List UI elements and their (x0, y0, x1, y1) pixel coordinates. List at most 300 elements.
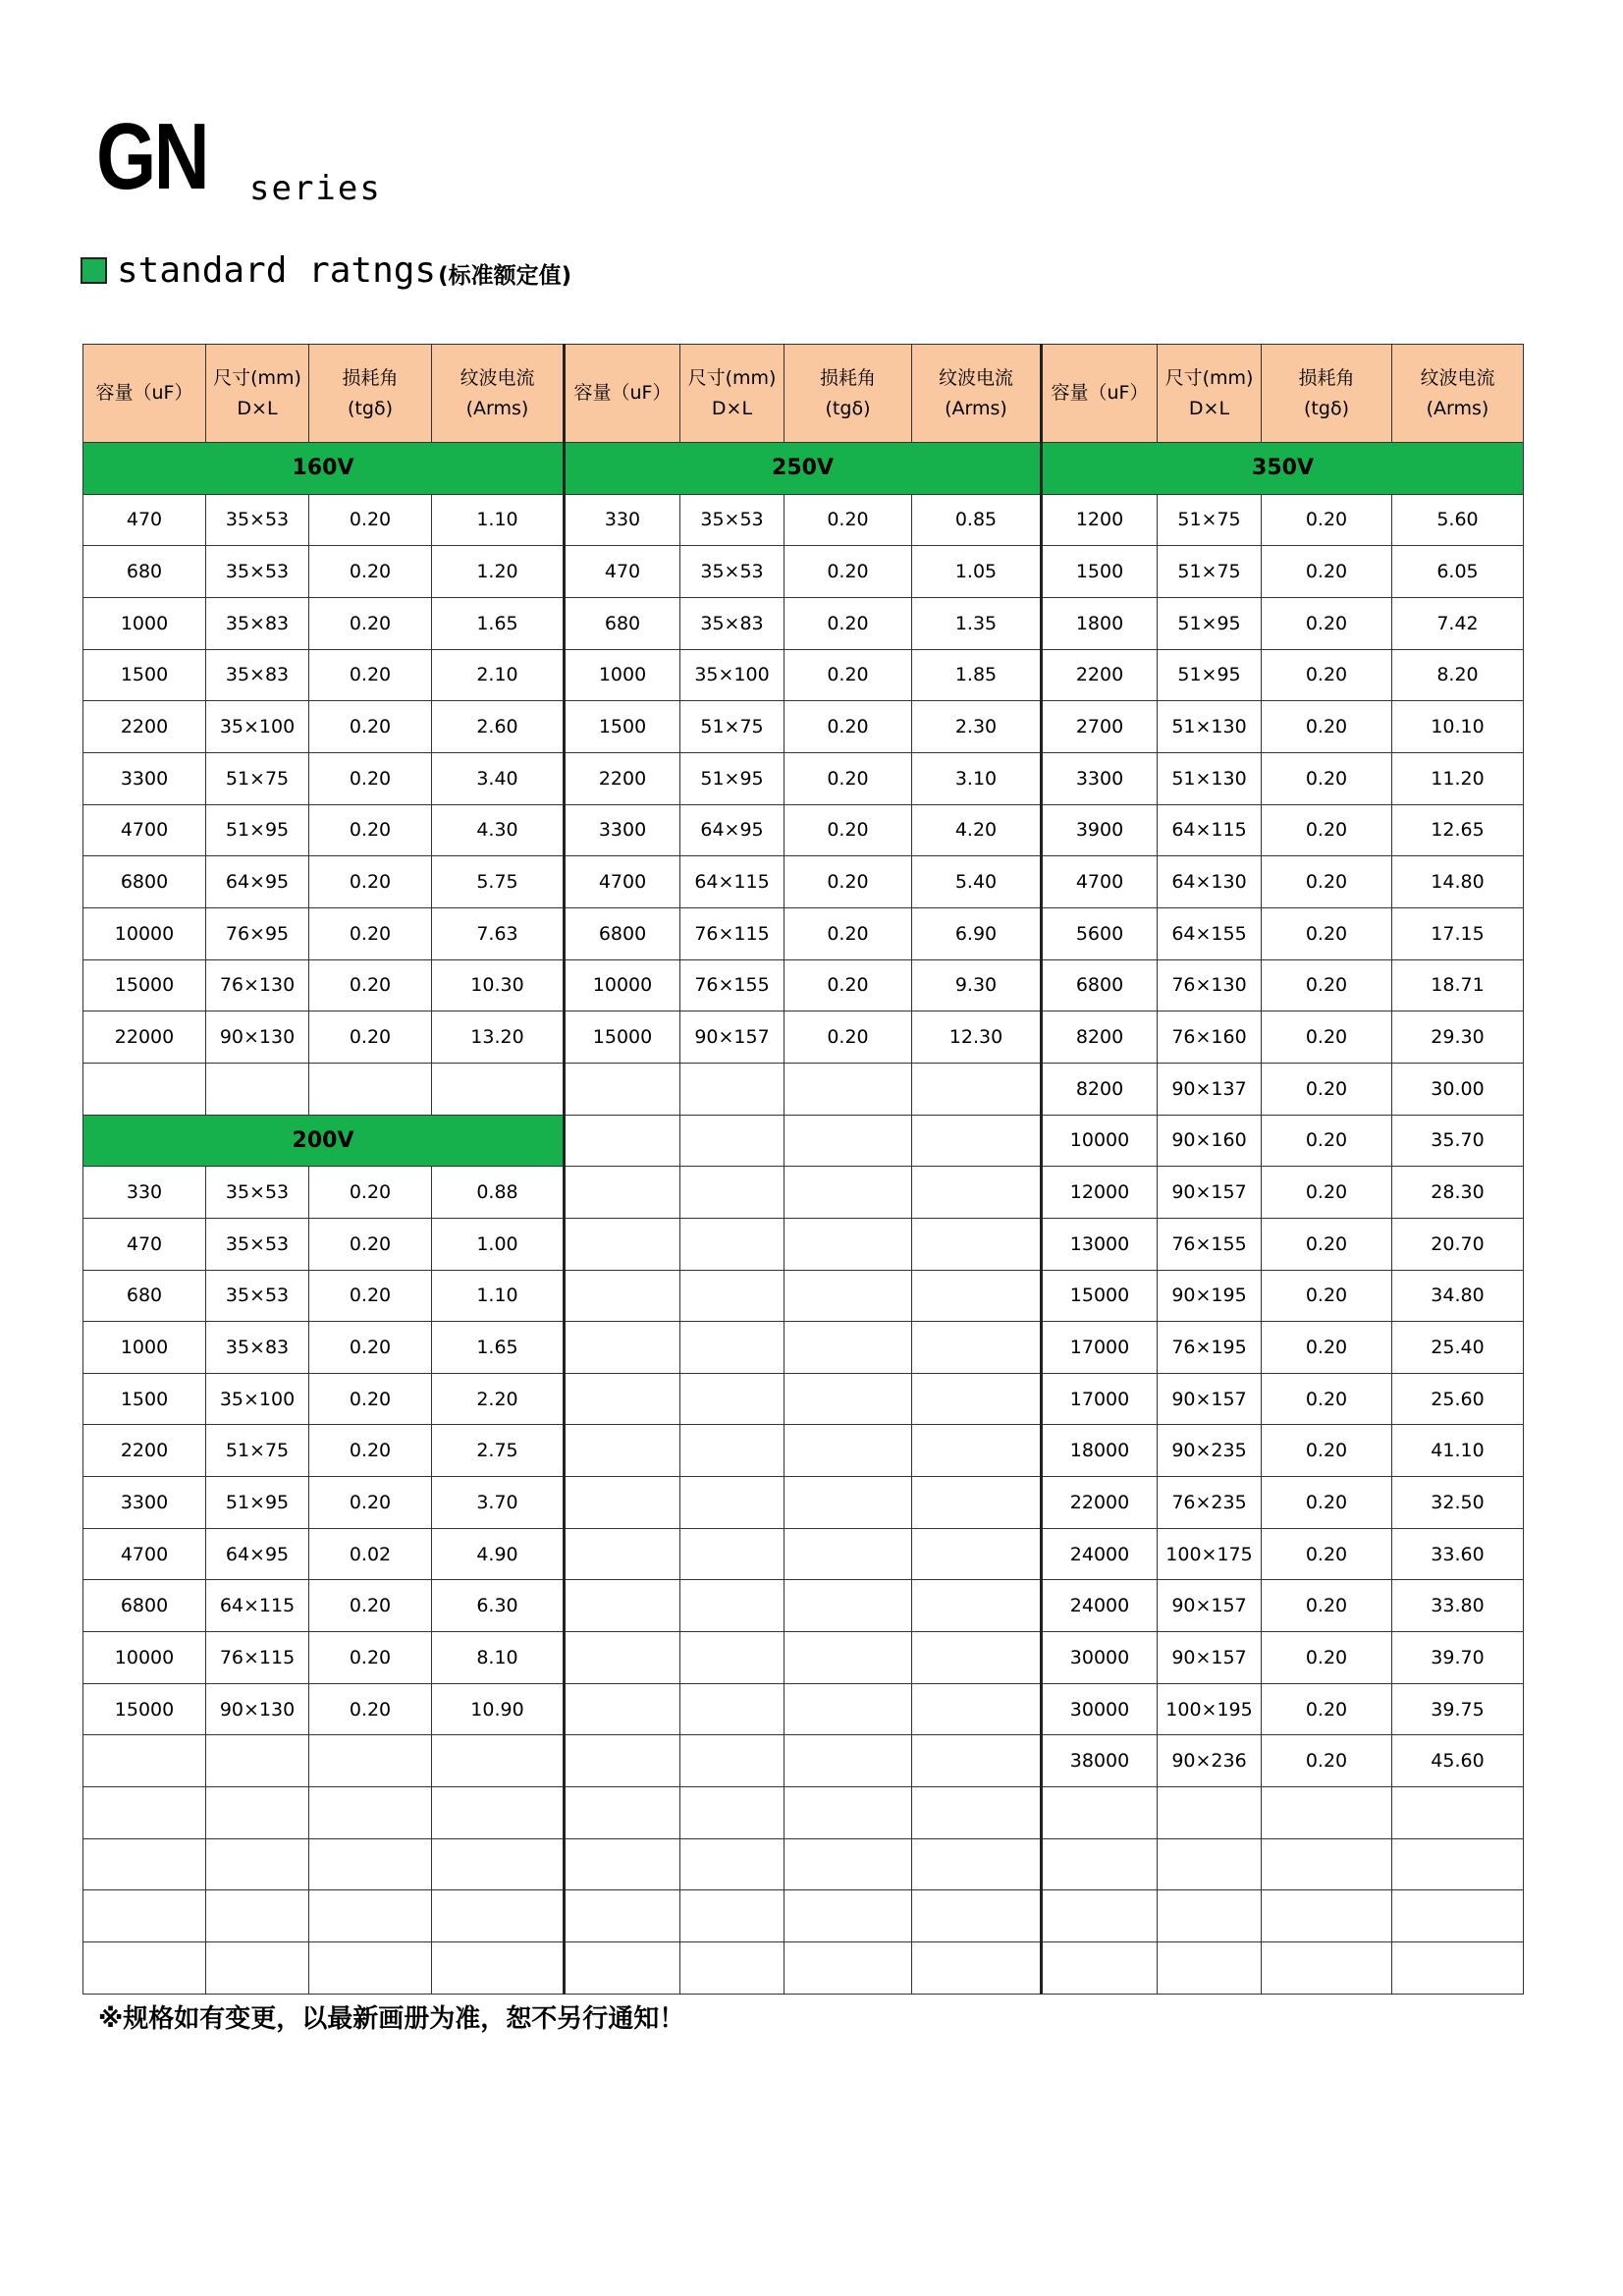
ripple-cell: 2.10 (432, 649, 565, 701)
empty-cell (680, 1477, 784, 1529)
ripple-cell: 25.40 (1392, 1322, 1524, 1374)
empty-cell (432, 1838, 565, 1890)
size-cell: 90×130 (206, 1011, 309, 1064)
empty-cell (912, 1787, 1042, 1839)
empty-cell (83, 1838, 206, 1890)
header-size (1158, 345, 1262, 443)
empty-cell (784, 1477, 912, 1529)
loss-cell: 0.20 (1262, 1683, 1392, 1735)
loss-cell: 0.20 (1262, 907, 1392, 959)
loss-cell: 0.20 (309, 1270, 432, 1322)
capacity-cell: 4700 (1042, 856, 1158, 908)
ripple-cell: 1.65 (432, 597, 565, 649)
capacity-cell: 24000 (1042, 1580, 1158, 1632)
capacity-cell: 15000 (83, 959, 206, 1011)
empty-cell (912, 1580, 1042, 1632)
header-capacity: 容量（uF） (565, 345, 680, 443)
loss-cell: 0.20 (784, 546, 912, 598)
loss-cell: 0.20 (784, 1011, 912, 1064)
loss-cell: 0.20 (309, 1632, 432, 1684)
loss-cell: 0.20 (309, 907, 432, 959)
empty-cell (912, 1942, 1042, 1995)
empty-cell (680, 1218, 784, 1270)
voltage-header-160V: 160V (83, 443, 565, 495)
capacity-cell: 3300 (83, 752, 206, 804)
capacity-cell: 18000 (1042, 1425, 1158, 1477)
table-row (83, 1011, 1524, 1064)
size-cell: 35×53 (206, 1270, 309, 1322)
loss-cell: 0.20 (1262, 856, 1392, 908)
empty-cell (565, 1115, 680, 1167)
empty-cell (565, 1218, 680, 1270)
size-cell: 100×195 (1158, 1683, 1262, 1735)
size-cell: 76×130 (1158, 959, 1262, 1011)
ripple-cell: 17.15 (1392, 907, 1524, 959)
ripple-cell: 10.90 (432, 1683, 565, 1735)
loss-cell: 0.20 (1262, 1218, 1392, 1270)
capacity-cell: 1500 (1042, 546, 1158, 598)
empty-cell (912, 1167, 1042, 1219)
capacity-cell: 10000 (1042, 1115, 1158, 1167)
table-row (83, 1425, 1524, 1477)
size-cell: 51×75 (206, 1425, 309, 1477)
capacity-cell: 4700 (83, 1528, 206, 1580)
ripple-cell: 1.20 (432, 546, 565, 598)
loss-cell: 0.20 (1262, 752, 1392, 804)
size-cell: 51×95 (1158, 597, 1262, 649)
size-cell: 64×155 (1158, 907, 1262, 959)
empty-cell (912, 1063, 1042, 1115)
header-size (680, 345, 784, 443)
table-row (83, 856, 1524, 908)
loss-cell: 0.20 (1262, 1528, 1392, 1580)
loss-cell: 0.20 (1262, 804, 1392, 856)
header-ripple (912, 345, 1042, 443)
header-size-line1: 尺寸(mm) (687, 366, 777, 389)
empty-cell (784, 1425, 912, 1477)
series-label: series (249, 169, 382, 208)
table-row (83, 1683, 1524, 1735)
loss-cell: 0.20 (1262, 1063, 1392, 1115)
empty-cell (784, 1632, 912, 1684)
header-ripple-line2: (Arms) (1426, 397, 1489, 419)
header-ripple (1392, 345, 1524, 443)
size-cell: 35×53 (680, 494, 784, 546)
header-size-line2: D×L (711, 397, 753, 419)
capacity-cell: 15000 (83, 1683, 206, 1735)
empty-cell (565, 1425, 680, 1477)
size-cell: 64×130 (1158, 856, 1262, 908)
table-row (83, 752, 1524, 804)
size-cell: 51×75 (680, 701, 784, 753)
header-loss-line1: 损耗角 (342, 366, 399, 389)
size-cell: 90×157 (1158, 1580, 1262, 1632)
empty-cell (1158, 1838, 1262, 1890)
ripple-cell: 2.60 (432, 701, 565, 753)
size-cell: 76×115 (206, 1632, 309, 1684)
size-cell: 90×195 (1158, 1270, 1262, 1322)
empty-cell (784, 1322, 912, 1374)
loss-cell: 0.20 (309, 494, 432, 546)
header-loss (309, 345, 432, 443)
ripple-cell: 1.00 (432, 1218, 565, 1270)
empty-cell (912, 1373, 1042, 1425)
size-cell: 35×53 (680, 546, 784, 598)
empty-cell (432, 1942, 565, 1995)
capacity-cell: 2700 (1042, 701, 1158, 753)
empty-cell (1042, 1890, 1158, 1942)
size-cell: 76×235 (1158, 1477, 1262, 1529)
capacity-cell: 3300 (83, 1477, 206, 1529)
empty-cell (565, 1735, 680, 1787)
capacity-cell: 10000 (565, 959, 680, 1011)
loss-cell: 0.20 (1262, 1011, 1392, 1064)
size-cell: 51×95 (206, 1477, 309, 1529)
table-row (83, 1787, 1524, 1839)
loss-cell: 0.20 (784, 856, 912, 908)
section-label-en: standard ratngs (117, 250, 437, 291)
voltage-header-250V: 250V (565, 443, 1042, 495)
ripple-cell: 7.63 (432, 907, 565, 959)
empty-cell (680, 1528, 784, 1580)
empty-cell (309, 1942, 432, 1995)
capacity-cell: 6800 (1042, 959, 1158, 1011)
empty-cell (565, 1787, 680, 1839)
empty-cell (912, 1735, 1042, 1787)
capacity-cell: 1500 (565, 701, 680, 753)
size-cell: 76×155 (1158, 1218, 1262, 1270)
empty-cell (680, 1735, 784, 1787)
loss-cell: 0.20 (1262, 1425, 1392, 1477)
loss-cell: 0.20 (784, 804, 912, 856)
table-row (83, 443, 1524, 495)
empty-cell (680, 1683, 784, 1735)
empty-cell (680, 1838, 784, 1890)
loss-cell: 0.20 (1262, 1270, 1392, 1322)
capacity-cell: 2200 (83, 701, 206, 753)
table-row (83, 1890, 1524, 1942)
loss-cell: 0.20 (1262, 597, 1392, 649)
table-row (83, 1322, 1524, 1374)
ripple-cell: 1.85 (912, 649, 1042, 701)
capacity-cell: 470 (565, 546, 680, 598)
empty-cell (565, 1632, 680, 1684)
empty-cell (432, 1735, 565, 1787)
loss-cell: 0.20 (1262, 1373, 1392, 1425)
empty-cell (912, 1528, 1042, 1580)
capacity-cell: 1000 (83, 597, 206, 649)
empty-cell (1262, 1890, 1392, 1942)
loss-cell: 0.20 (784, 597, 912, 649)
ripple-cell: 6.90 (912, 907, 1042, 959)
empty-cell (680, 1942, 784, 1995)
empty-cell (1158, 1890, 1262, 1942)
size-cell: 64×95 (206, 856, 309, 908)
empty-cell (565, 1270, 680, 1322)
ripple-cell: 1.10 (432, 494, 565, 546)
ripple-cell: 4.30 (432, 804, 565, 856)
empty-cell (565, 1167, 680, 1219)
empty-cell (784, 1838, 912, 1890)
ripple-cell: 13.20 (432, 1011, 565, 1064)
loss-cell: 0.20 (1262, 1167, 1392, 1219)
ripple-cell: 29.30 (1392, 1011, 1524, 1064)
header-size-line1: 尺寸(mm) (213, 366, 301, 389)
ripple-cell: 8.20 (1392, 649, 1524, 701)
empty-cell (1262, 1838, 1392, 1890)
table-row (83, 1528, 1524, 1580)
table-row (83, 804, 1524, 856)
header-loss-line1: 损耗角 (819, 366, 876, 389)
ripple-cell: 6.05 (1392, 546, 1524, 598)
empty-cell (912, 1632, 1042, 1684)
ripple-cell: 3.70 (432, 1477, 565, 1529)
ripple-cell: 32.50 (1392, 1477, 1524, 1529)
capacity-cell: 2200 (83, 1425, 206, 1477)
empty-cell (1392, 1838, 1524, 1890)
page-title (96, 104, 382, 209)
ripple-cell: 39.75 (1392, 1683, 1524, 1735)
table-row (83, 1063, 1524, 1115)
empty-cell (680, 1890, 784, 1942)
header-loss-line2: (tgδ) (1304, 397, 1349, 419)
size-cell: 35×100 (206, 1373, 309, 1425)
capacity-cell: 680 (83, 546, 206, 598)
size-cell: 35×53 (206, 1218, 309, 1270)
green-square-icon (81, 257, 107, 284)
capacity-cell: 3900 (1042, 804, 1158, 856)
capacity-cell: 6800 (565, 907, 680, 959)
size-cell: 35×53 (206, 494, 309, 546)
empty-cell (912, 1477, 1042, 1529)
capacity-cell: 8200 (1042, 1011, 1158, 1064)
empty-cell (784, 1787, 912, 1839)
size-cell: 35×53 (206, 1167, 309, 1219)
empty-cell (784, 1735, 912, 1787)
capacity-cell: 17000 (1042, 1373, 1158, 1425)
size-cell: 76×115 (680, 907, 784, 959)
capacity-cell: 330 (83, 1167, 206, 1219)
size-cell: 76×130 (206, 959, 309, 1011)
size-cell: 51×130 (1158, 701, 1262, 753)
size-cell: 35×83 (206, 649, 309, 701)
table-row (83, 1632, 1524, 1684)
loss-cell: 0.20 (1262, 701, 1392, 753)
empty-cell (912, 1890, 1042, 1942)
empty-cell (565, 1373, 680, 1425)
capacity-cell: 470 (83, 494, 206, 546)
table-row (83, 907, 1524, 959)
empty-cell (1392, 1942, 1524, 1995)
empty-cell (565, 1890, 680, 1942)
size-cell: 90×157 (680, 1011, 784, 1064)
capacity-cell: 6800 (83, 1580, 206, 1632)
table-row (83, 597, 1524, 649)
table-row (83, 494, 1524, 546)
empty-cell (565, 1528, 680, 1580)
section-heading (81, 250, 571, 291)
capacity-cell: 38000 (1042, 1735, 1158, 1787)
empty-cell (784, 1890, 912, 1942)
table-row (83, 1477, 1524, 1529)
empty-cell (1262, 1942, 1392, 1995)
capacity-cell: 3300 (1042, 752, 1158, 804)
table-row (83, 701, 1524, 753)
ripple-cell: 18.71 (1392, 959, 1524, 1011)
ripple-cell: 33.60 (1392, 1528, 1524, 1580)
loss-cell: 0.20 (1262, 1632, 1392, 1684)
empty-cell (309, 1838, 432, 1890)
size-cell: 35×83 (206, 1322, 309, 1374)
ripple-cell: 34.80 (1392, 1270, 1524, 1322)
loss-cell: 0.20 (309, 1011, 432, 1064)
capacity-cell: 8200 (1042, 1063, 1158, 1115)
header-ripple-line1: 纹波电流 (938, 366, 1013, 389)
ripple-cell: 5.60 (1392, 494, 1524, 546)
empty-cell (206, 1787, 309, 1839)
ripple-cell: 45.60 (1392, 1735, 1524, 1787)
header-ripple-line2: (Arms) (945, 397, 1007, 419)
empty-cell (912, 1683, 1042, 1735)
size-cell: 51×75 (1158, 546, 1262, 598)
table-row (83, 1942, 1524, 1995)
series-code: GN (96, 104, 208, 209)
empty-cell (83, 1787, 206, 1839)
loss-cell: 0.20 (784, 701, 912, 753)
ripple-cell: 2.75 (432, 1425, 565, 1477)
loss-cell: 0.20 (309, 856, 432, 908)
size-cell: 35×83 (680, 597, 784, 649)
size-cell: 64×115 (206, 1580, 309, 1632)
loss-cell: 0.20 (309, 1425, 432, 1477)
empty-cell (680, 1270, 784, 1322)
empty-cell (1392, 1787, 1524, 1839)
section-label-cn: (标准额定值) (438, 263, 572, 289)
empty-cell (83, 1942, 206, 1995)
empty-cell (432, 1063, 565, 1115)
table-row (83, 1373, 1524, 1425)
empty-cell (565, 1580, 680, 1632)
size-cell: 76×195 (1158, 1322, 1262, 1374)
empty-cell (680, 1063, 784, 1115)
empty-cell (432, 1787, 565, 1839)
header-capacity: 容量（uF） (1042, 345, 1158, 443)
size-cell: 51×95 (680, 752, 784, 804)
capacity-cell: 1500 (83, 1373, 206, 1425)
capacity-cell: 1000 (83, 1322, 206, 1374)
loss-cell: 0.20 (309, 649, 432, 701)
loss-cell: 0.20 (784, 752, 912, 804)
size-cell: 64×115 (680, 856, 784, 908)
empty-cell (1262, 1787, 1392, 1839)
empty-cell (912, 1115, 1042, 1167)
empty-cell (784, 1218, 912, 1270)
table-row (83, 649, 1524, 701)
header-loss-line1: 损耗角 (1298, 366, 1355, 389)
empty-cell (206, 1063, 309, 1115)
capacity-cell: 2200 (565, 752, 680, 804)
table-row (83, 1218, 1524, 1270)
ripple-cell: 11.20 (1392, 752, 1524, 804)
ripple-cell: 1.10 (432, 1270, 565, 1322)
ripple-cell: 6.30 (432, 1580, 565, 1632)
table-row (83, 1270, 1524, 1322)
empty-cell (206, 1890, 309, 1942)
empty-cell (912, 1425, 1042, 1477)
empty-cell (565, 1063, 680, 1115)
table-row (83, 1838, 1524, 1890)
ripple-cell: 0.88 (432, 1167, 565, 1219)
capacity-cell: 13000 (1042, 1218, 1158, 1270)
capacity-cell: 15000 (1042, 1270, 1158, 1322)
size-cell: 90×130 (206, 1683, 309, 1735)
size-cell: 51×95 (206, 804, 309, 856)
size-cell: 35×53 (206, 546, 309, 598)
table-row (83, 959, 1524, 1011)
loss-cell: 0.20 (1262, 1735, 1392, 1787)
size-cell: 51×130 (1158, 752, 1262, 804)
empty-cell (784, 1942, 912, 1995)
loss-cell: 0.20 (309, 701, 432, 753)
empty-cell (432, 1890, 565, 1942)
loss-cell: 0.20 (1262, 1115, 1392, 1167)
size-cell: 90×157 (1158, 1167, 1262, 1219)
size-cell: 76×95 (206, 907, 309, 959)
size-cell: 64×115 (1158, 804, 1262, 856)
capacity-cell: 470 (83, 1218, 206, 1270)
empty-cell (680, 1787, 784, 1839)
capacity-cell: 3300 (565, 804, 680, 856)
empty-cell (206, 1942, 309, 1995)
loss-cell: 0.20 (1262, 649, 1392, 701)
empty-cell (784, 1167, 912, 1219)
empty-cell (309, 1787, 432, 1839)
capacity-cell: 680 (565, 597, 680, 649)
empty-cell (83, 1735, 206, 1787)
size-cell: 90×160 (1158, 1115, 1262, 1167)
size-cell: 51×75 (206, 752, 309, 804)
capacity-cell: 4700 (565, 856, 680, 908)
empty-cell (784, 1373, 912, 1425)
capacity-cell: 17000 (1042, 1322, 1158, 1374)
size-cell: 90×236 (1158, 1735, 1262, 1787)
loss-cell: 0.20 (309, 959, 432, 1011)
footer-note: ※规格如有变更，以最新画册为准，恕不另行通知！ (98, 2004, 685, 2034)
ripple-cell: 10.10 (1392, 701, 1524, 753)
capacity-cell: 330 (565, 494, 680, 546)
capacity-cell: 22000 (83, 1011, 206, 1064)
ripple-cell: 12.65 (1392, 804, 1524, 856)
loss-cell: 0.20 (309, 546, 432, 598)
loss-cell: 0.20 (309, 1580, 432, 1632)
ripple-cell: 39.70 (1392, 1632, 1524, 1684)
size-cell: 100×175 (1158, 1528, 1262, 1580)
loss-cell: 0.20 (1262, 1477, 1392, 1529)
empty-cell (912, 1838, 1042, 1890)
header-ripple-line1: 纹波电流 (460, 366, 535, 389)
loss-cell: 0.20 (309, 1683, 432, 1735)
empty-cell (565, 1322, 680, 1374)
size-cell: 51×95 (1158, 649, 1262, 701)
capacity-cell: 2200 (1042, 649, 1158, 701)
capacity-cell: 680 (83, 1270, 206, 1322)
table-row (83, 1167, 1524, 1219)
loss-cell: 0.20 (1262, 494, 1392, 546)
empty-cell (680, 1115, 784, 1167)
capacity-cell: 30000 (1042, 1683, 1158, 1735)
header-loss-line2: (tgδ) (825, 397, 871, 419)
ripple-cell: 4.90 (432, 1528, 565, 1580)
